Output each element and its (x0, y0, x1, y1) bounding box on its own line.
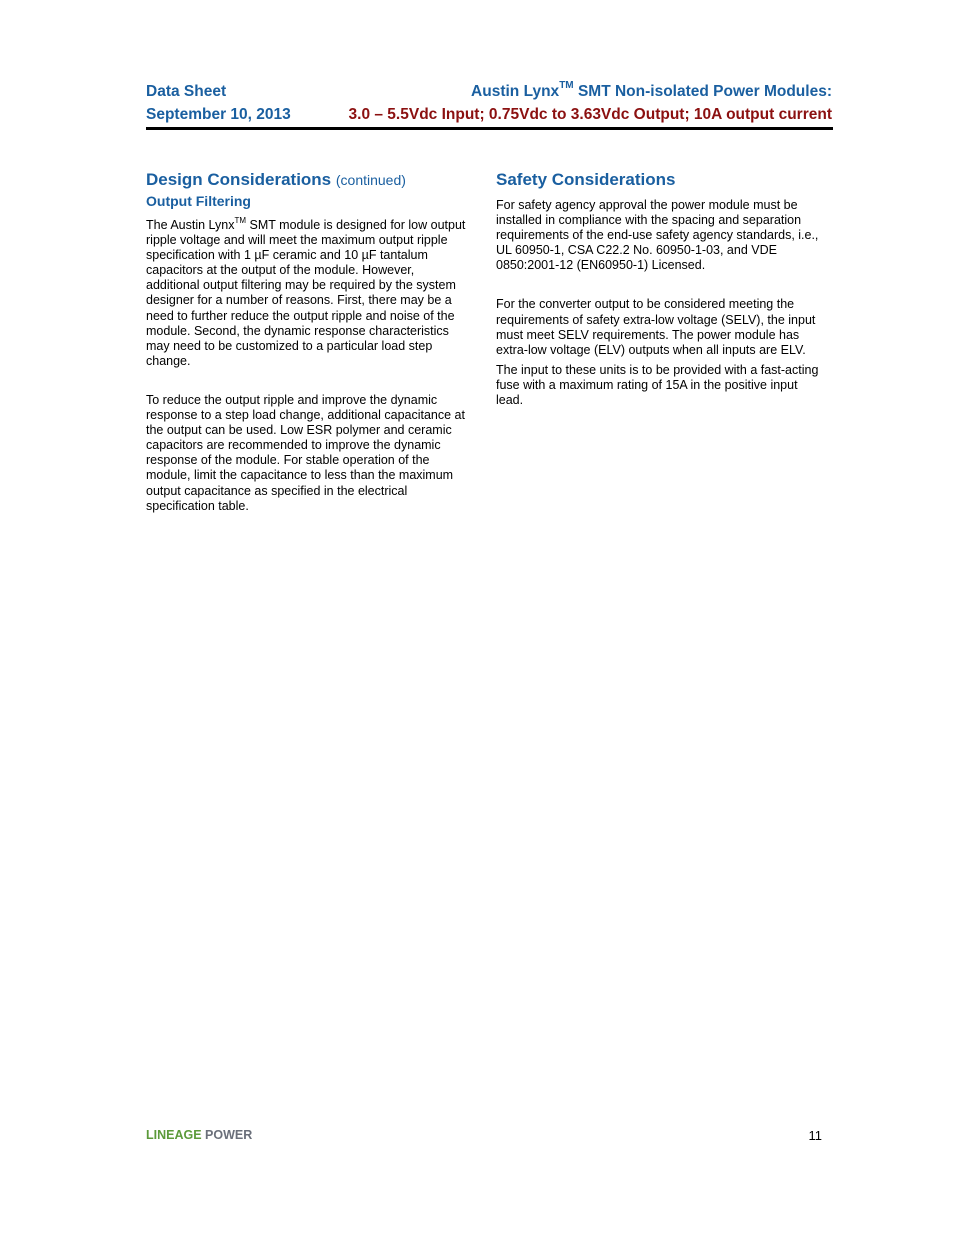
doc-date: September 10, 2013 (146, 106, 291, 123)
safety-paragraph-1: For safety agency approval the power module must be installed in compliance with the spacing and separation requirements of the end-use safety agency standards, i.e., UL 60950-1, CSA C22.2 No. 60950-1-03, and VDE 0850:2001-12 (EN60950-1) Licensed. (496, 198, 819, 273)
design-considerations-heading (146, 169, 471, 191)
continued-note: (continued) (335, 172, 406, 188)
right-column (496, 169, 821, 408)
para1-rest: SMT module is designed for low output ripple voltage and will meet the maximum output ripple specification with 1 µF ceramic and 10 µF tantalum capacitors at the output of the module. However, additional output filtering may be required by the system designer for a number of reasons. First, there may be a need to further reduce the output ripple and noise of the module. Second, the dynamic response characteristics may need to be customized to a particular load step change. (146, 218, 466, 368)
header-divider (146, 127, 833, 130)
product-suffix: SMT Non-isolated Power Modules: (573, 83, 832, 100)
spec-line: 3.0 – 5.5Vdc Input; 0.75Vdc to 3.63Vdc Output; 10A output current (348, 106, 832, 123)
para1-trademark: TM (234, 215, 247, 225)
safety-paragraph-2: For the converter output to be considered meeting the requirements of safety extra-low voltage (SELV), the input must meet SELV requirements. The power module has extra-low voltage (ELV) outputs when all inputs are ELV. (496, 297, 816, 357)
paragraph-spacer (496, 273, 821, 297)
para1-prefix: The Austin Lynx (146, 218, 235, 232)
product-title (471, 79, 832, 101)
design-considerations-title: Design Considerations (146, 170, 332, 189)
output-filtering-paragraph-1 (146, 215, 471, 369)
brand-lineage: LINEAGE (146, 1128, 202, 1142)
trademark-superscript: TM (559, 79, 574, 91)
brand-power: POWER (201, 1128, 253, 1142)
safety-paragraph-3: The input to these units is to be provided with a fast-acting fuse with a maximum rating of 15A in the positive input lead. (496, 362, 819, 408)
output-filtering-paragraph-2: To reduce the output ripple and improve the dynamic response to a step load change, additional capacitance at the output can be used. Low ESR polymer and ceramic capacitors are recommended to improve the dynamic response of the module. For stable operation of the module, limit the capacitance to less than the maximum output capacitance as specified in the electrical specification table. (146, 392, 465, 513)
product-prefix: Austin Lynx (471, 83, 560, 100)
footer-brand (146, 1128, 252, 1142)
doc-type-label: Data Sheet (146, 83, 227, 100)
paragraph-spacer (146, 369, 471, 393)
safety-considerations-heading: Safety Considerations (496, 170, 676, 189)
page-number: 11 (808, 1128, 822, 1143)
left-column (146, 169, 471, 514)
output-filtering-heading: Output Filtering (146, 193, 251, 209)
